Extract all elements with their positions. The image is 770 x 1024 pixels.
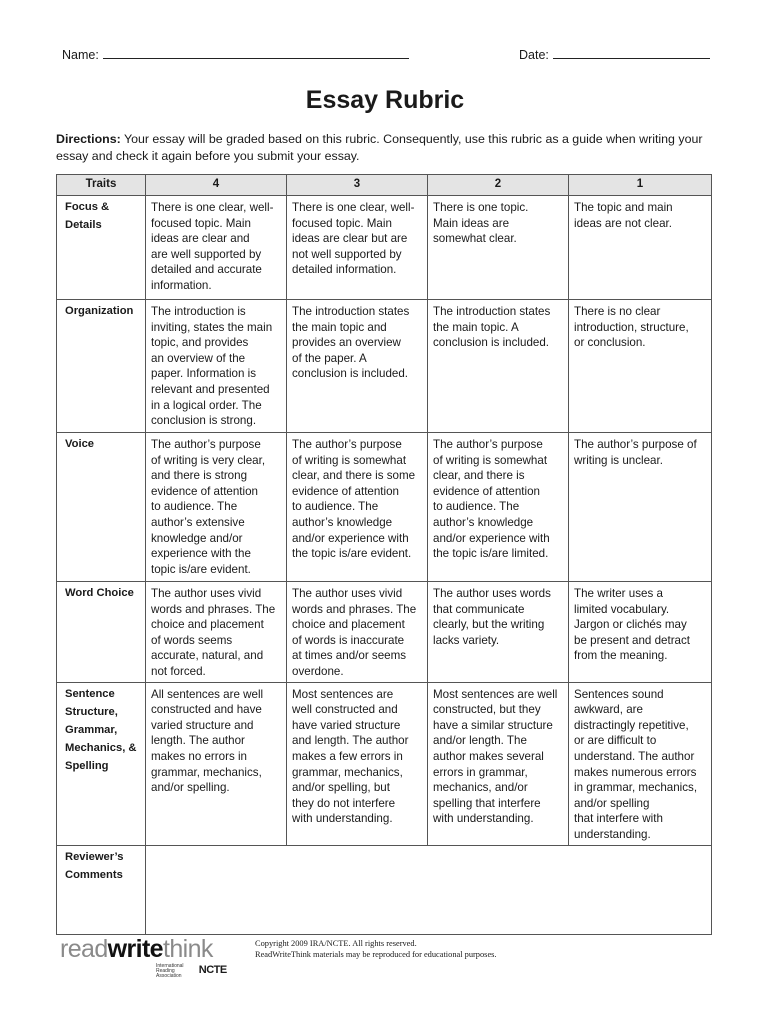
criteria-text-line: in a logical order. The [151,398,262,412]
criteria-text-line: of writing is somewhat [292,453,407,467]
criteria-text-line: knowledge and/or [151,531,243,545]
trait-label-line: Mechanics, & [65,741,137,754]
criteria-cell-score-4 [146,300,287,433]
criteria-text-line: accurate, natural, and [151,649,264,663]
criteria-text-line: topic, and provides [151,336,249,350]
trait-label-line: Sentence [65,687,115,700]
column-header-score-4: 4 [146,175,287,196]
criteria-text-line: There is one clear, well- [151,201,274,214]
criteria-text-line: and/or experience with [433,531,550,545]
rubric-row [57,582,712,683]
criteria-text-line: varied structure and [151,718,254,732]
criteria-text-line: mechanics, and/or [433,781,528,795]
criteria-cell-score-4 [146,682,287,845]
comments-label-line: Reviewer’s [65,850,124,863]
criteria-text-line: detailed information. [292,263,397,277]
criteria-text-line: of words seems [151,633,233,647]
criteria-text-line: The author uses vivid [151,587,262,600]
logo-think: think [163,935,213,963]
directions [56,131,716,165]
criteria-text-line: errors in grammar, [433,765,528,779]
rubric-row [57,433,712,582]
criteria-text-line: topic is/are evident. [151,562,251,576]
rubric-row [57,196,712,300]
criteria-text-line: constructed and have [151,703,262,717]
trait-cell [57,682,146,845]
criteria-text-line: spelling that interfere [433,796,541,810]
criteria-text-line: choice and placement [151,618,264,632]
criteria-text-line: in grammar, mechanics, [574,781,698,795]
rubric-table [56,174,712,935]
criteria-text-line: Most sentences are well [433,687,558,701]
criteria-text-line: and there is strong [151,469,248,483]
copyright-notice [255,938,497,960]
criteria-text-line: understanding. [574,827,651,841]
criteria-text-line: or are difficult to [574,734,657,748]
trait-label-line: Grammar, [65,723,118,736]
trait-label-line: Word Choice [65,587,134,599]
criteria-text-line: limited vocabulary. [574,602,670,616]
criteria-cell-score-3 [287,582,428,683]
criteria-text-line: the topic is/are evident. [292,547,412,561]
criteria-text-line: makes a few errors in [292,749,403,763]
criteria-text-line: and length. The author [292,734,409,748]
criteria-text-line: The author’s purpose of [574,438,697,451]
logo-read: read [60,935,108,963]
trait-cell [57,300,146,433]
criteria-text-line: detailed and accurate [151,263,262,277]
criteria-text-line: The author uses words [433,587,551,600]
trait-cell [57,433,146,582]
criteria-text-line: not well supported by [292,247,402,261]
copyright-line1: Copyright 2009 IRA/NCTE. All rights reserved. [255,939,417,948]
criteria-text-line: relevant and presented [151,382,270,396]
trait-label-line: Organization [65,305,134,317]
criteria-text-line: to audience. The [292,500,379,514]
criteria-text-line: evidence of attention [433,484,540,498]
criteria-text-line: the topic is/are limited. [433,547,549,561]
criteria-text-line: the main topic. A [433,320,519,334]
page-title: Essay Rubric [305,86,465,114]
criteria-text-line: words and phrases. The [151,602,276,616]
rubric-row [57,300,712,433]
criteria-text-line: The writer uses a [574,587,663,600]
comments-label-line: Comments [65,868,123,881]
criteria-text-line: There is one clear, well- [292,201,415,214]
criteria-text-line: The introduction states [433,305,551,318]
criteria-text-line: Most sentences are [292,687,394,701]
criteria-text-line: distractingly repetitive, [574,718,689,732]
trait-label-line: Voice [65,438,95,450]
criteria-cell-score-2 [428,582,569,683]
criteria-text-line: they do not interfere [292,796,396,810]
date-field[interactable] [519,46,710,62]
criteria-text-line: that communicate [433,602,525,616]
criteria-cell-score-3 [287,682,428,845]
criteria-text-line: paper. Information is [151,367,257,381]
criteria-text-line: conclusion is strong. [151,414,257,428]
criteria-text-line: evidence of attention [292,484,399,498]
criteria-text-line: and/or experience with [292,531,409,545]
criteria-text-line: ideas are not clear. [574,216,672,230]
criteria-text-line: overdone. [292,664,344,678]
criteria-text-line: choice and placement [292,618,405,632]
criteria-text-line: There is no clear [574,305,661,318]
criteria-text-line: The introduction states [292,305,410,318]
criteria-text-line: clear, and there is some [292,469,416,483]
criteria-text-line: to audience. The [151,500,238,514]
criteria-text-line: of words is inaccurate [292,633,405,647]
criteria-text-line: have varied structure [292,718,401,732]
criteria-text-line: Sentences sound [574,687,664,701]
trait-label-line: Structure, [65,705,118,718]
criteria-text-line: to audience. The [433,500,520,514]
criteria-text-line: clearly, but the writing [433,618,545,632]
criteria-text-line: and/or spelling, but [292,781,390,795]
criteria-text-line: grammar, mechanics, [151,765,262,779]
criteria-text-line: words and phrases. The [292,602,417,616]
criteria-text-line: be present and detract [574,633,691,647]
criteria-text-line: Main ideas are [433,216,510,230]
criteria-text-line: or conclusion. [574,336,646,350]
criteria-text-line: The introduction is [151,305,246,318]
criteria-text-line: focused topic. Main [151,216,251,230]
criteria-text-line: author’s extensive [151,515,245,529]
column-header-score-3: 3 [287,175,428,196]
criteria-text-line: the main topic and [292,320,387,334]
criteria-cell-score-2 [428,682,569,845]
criteria-text-line: ideas are clear but are [292,232,408,246]
criteria-text-line: lacks variety. [433,633,500,647]
trait-label-line: Spelling [65,759,109,772]
criteria-text-line: author makes several [433,749,544,763]
reviewer-comments-area[interactable] [146,845,712,934]
criteria-cell-score-4 [146,582,287,683]
criteria-text-line: constructed, but they [433,703,541,717]
criteria-text-line: evidence of attention [151,484,258,498]
criteria-text-line: writing is unclear. [574,453,663,467]
criteria-cell-score-2 [428,433,569,582]
criteria-cell-score-1 [569,196,712,300]
criteria-text-line: of the paper. A [292,351,367,365]
ncte-logo: NCTE [198,964,227,976]
criteria-text-line: well constructed and [292,703,398,717]
reviewer-comments-label [57,845,146,934]
directions-text-line2: essay and check it again before you submit your essay. [56,149,360,163]
criteria-text-line: All sentences are well [151,687,264,701]
column-header-score-1: 1 [569,175,712,196]
criteria-text-line: of writing is very clear, [151,453,266,467]
name-blank-line[interactable] [103,46,409,59]
criteria-cell-score-3 [287,300,428,433]
criteria-cell-score-1 [569,433,712,582]
criteria-text-line: understand. The author [574,749,695,763]
criteria-text-line: conclusion is included. [292,367,409,381]
criteria-text-line: The author’s purpose [292,438,402,451]
criteria-text-line: The author’s purpose [151,438,261,451]
criteria-text-line: conclusion is included. [433,336,550,350]
logo-write: write [107,935,163,963]
criteria-text-line: makes numerous errors [574,765,697,779]
criteria-text-line: with understanding. [433,812,534,826]
reviewer-comments-row [57,845,712,934]
column-header-score-2: 2 [428,175,569,196]
criteria-text-line: There is one topic. [433,201,529,214]
trait-cell [57,582,146,683]
criteria-text-line: grammar, mechanics, [292,765,403,779]
criteria-text-line: focused topic. Main [292,216,392,230]
column-header-traits: Traits [57,175,146,196]
criteria-text-line: with understanding. [292,812,393,826]
name-label: Name: [62,48,99,62]
criteria-text-line: and/or spelling. [151,781,230,795]
criteria-text-line: experience with the [151,547,251,561]
criteria-text-line: and/or spelling [574,796,650,810]
criteria-text-line: length. The author [151,734,245,748]
criteria-text-line: that interfere with [574,812,663,826]
criteria-text-line: inviting, states the main [151,320,273,334]
criteria-cell-score-1 [569,582,712,683]
criteria-cell-score-2 [428,196,569,300]
criteria-text-line: information. [151,278,212,292]
directions-text-line1: Your essay will be graded based on this rubric. Consequently, use this rubric as a guide when writing your [123,132,703,146]
rubric-header-row [57,175,712,196]
criteria-text-line: Jargon or clichés may [574,618,687,632]
criteria-text-line: at times and/or seems [292,649,407,663]
criteria-text-line: an overview of the [151,351,246,365]
criteria-text-line: from the meaning. [574,649,668,663]
readwritethink-logo [60,935,240,979]
directions-label: Directions: [56,132,121,146]
criteria-text-line: The topic and main [574,201,673,214]
criteria-text-line: of writing is somewhat [433,453,548,467]
trait-label-line: Focus & [65,201,110,213]
criteria-cell-score-3 [287,433,428,582]
criteria-text-line: makes no errors in [151,749,248,763]
criteria-text-line: ideas are clear and [151,232,250,246]
criteria-text-line: provides an overview [292,336,401,350]
criteria-cell-score-1 [569,300,712,433]
criteria-cell-score-1 [569,682,712,845]
criteria-text-line: The author’s purpose [433,438,543,451]
criteria-text-line: clear, and there is [433,469,525,483]
criteria-text-line: are well supported by [151,247,262,261]
trait-label-line: Details [65,219,102,231]
criteria-text-line: somewhat clear. [433,232,517,246]
ira-logo: International Reading Association [156,963,184,979]
criteria-text-line: The author uses vivid [292,587,403,600]
criteria-cell-score-3 [287,196,428,300]
criteria-text-line: and/or length. The [433,734,527,748]
criteria-text-line: author’s knowledge [433,515,534,529]
criteria-text-line: awkward, are [574,703,643,717]
rubric-row [57,682,712,845]
date-blank-line[interactable] [553,46,710,59]
copyright-line2: ReadWriteThink materials may be reproduced for educational purposes. [255,950,497,959]
criteria-text-line: author’s knowledge [292,515,393,529]
criteria-text-line: have a similar structure [433,718,553,732]
date-label: Date: [519,48,549,62]
criteria-cell-score-4 [146,196,287,300]
criteria-text-line: not forced. [151,664,206,678]
criteria-cell-score-4 [146,433,287,582]
trait-cell [57,196,146,300]
criteria-cell-score-2 [428,300,569,433]
criteria-text-line: introduction, structure, [574,320,689,334]
name-field[interactable] [62,46,409,62]
